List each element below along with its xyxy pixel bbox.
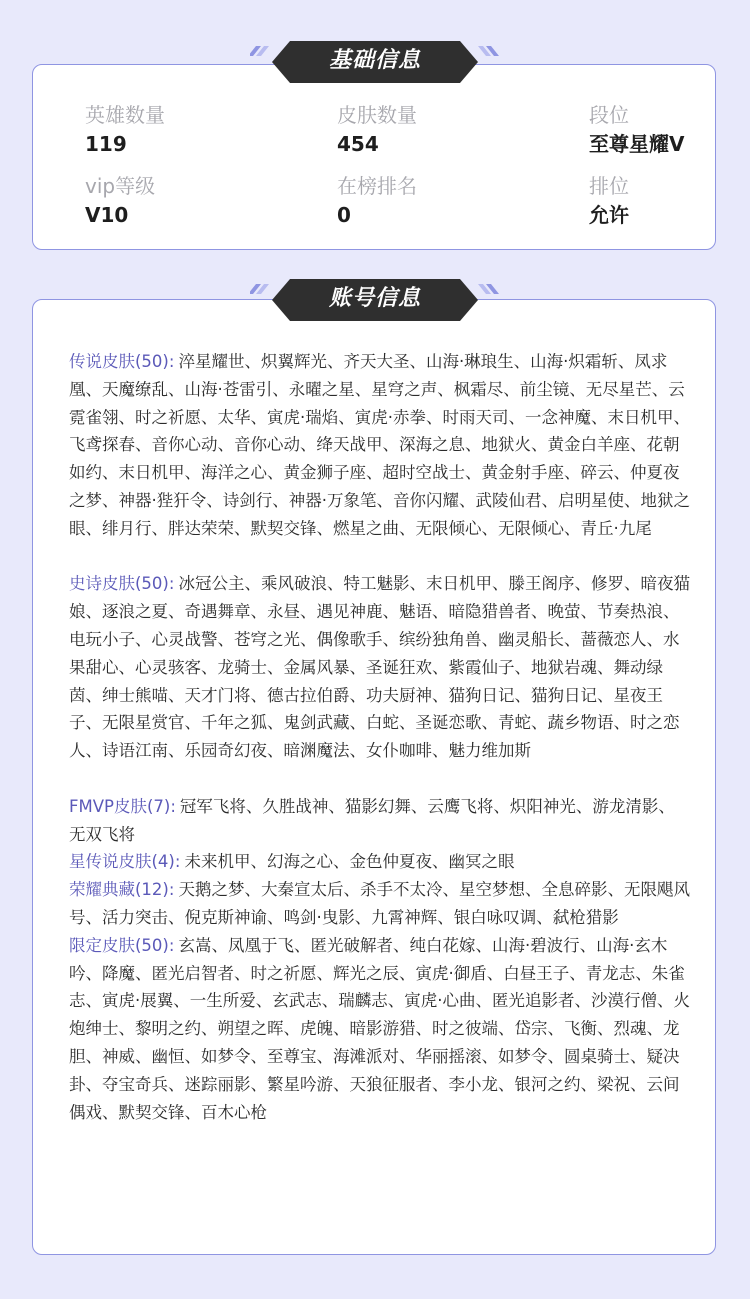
hero-count-field (85, 101, 337, 172)
ranked-allowed-field (589, 172, 729, 243)
basic-info-header-tab (250, 39, 500, 85)
vip-level-label: vip等级 (85, 174, 156, 198)
legend-skins-label: 传说皮肤(50): (69, 352, 175, 371)
limited-skins-label: 限定皮肤(50): (69, 935, 175, 955)
limited-skins-section (69, 932, 691, 1127)
star-legend-skins-section (69, 848, 691, 876)
skin-count-label: 皮肤数量 (337, 103, 417, 127)
ranked-allowed-value: 允许 (589, 203, 629, 227)
epic-skins-list: 冰冠公主、乘风破浪、特工魅影、末日机甲、滕王阁序、修罗、暗夜猫娘、逐浪之夏、奇遇舞章、永昼、遇见神鹿、魅语、暗隐猎兽者、晚萤、节奏热浪、电玩小子、心灵战警、苍穹之光、偶像歌手、缤纷独角兽、幽灵船长、蔷薇恋人、水果甜心、心灵骇客、龙骑士、金属风暴、圣诞狂欢、紫霞仙子、地狱岩魂、舞动绿茵、绅士熊喵、天才门将、德古拉伯爵、功夫厨神、猫狗日记、猫狗日记、星夜王子、无限星赏官、千年之狐、鬼剑武藏、白蛇、圣诞恋歌、青蛇、蔬乡物语、时之恋人、诗语江南、乐园奇幻夜、暗渊魔法、女仆咖啡、魅力维加斯 (69, 574, 690, 761)
leaderboard-rank-label: 在榜排名 (337, 174, 417, 198)
account-info-header-tab (250, 277, 500, 323)
glory-collection-label: 荣耀典藏(12): (69, 880, 175, 900)
rank-tier-field (589, 101, 729, 172)
skin-sections (69, 348, 691, 1126)
leaderboard-rank-field (337, 172, 589, 243)
legend-skins-section (69, 348, 691, 543)
legend-skins-list: 淬星耀世、炽翼辉光、齐天大圣、山海·琳琅生、山海·炽霜斩、凤求凰、天魔缭乱、山海·苍雷引、永曜之星、星穹之声、枫霜尽、前尘镜、无尽星芒、云霓雀翎、时之祈愿、太华、寅虎·瑞焰、寅虎·赤拳、时雨天司、一念神魔、末日机甲、飞鸢探春、音你心动、音你心动、绛天战甲、深海之息、地狱火、黄金白羊座、花朝如约、末日机甲、海洋之心、黄金狮子座、超时空战士、黄金射手座、碎云、仲夏夜之梦、神器·狴犴令、诗剑行、神器·万象笔、音你闪耀、武陵仙君、启明星使、地狱之眼、绯月行、胖达荣荣、默契交锋、燃星之曲、无限倾心、无限倾心、青丘·九尾 (69, 352, 690, 538)
epic-skins-section (69, 570, 691, 765)
fmvp-skins-list: 冠军飞将、久胜战神、猫影幻舞、云鹰飞将、炽阳神光、游龙清影、无双飞将 (69, 796, 675, 844)
star-legend-skins-list: 未来机甲、幻海之心、金色仲夏夜、幽冥之眼 (184, 852, 515, 872)
vip-level-value: V10 (85, 203, 129, 227)
fmvp-skins-label: FMVP皮肤(7): (69, 796, 176, 816)
account-info-title: 账号信息 (328, 286, 421, 311)
fmvp-skins-section (69, 793, 691, 849)
skin-count-field (337, 101, 589, 172)
section-spacer (69, 765, 691, 793)
rank-tier-value: 至尊星耀V (589, 132, 685, 156)
limited-skins-list: 玄嵩、凤凰于飞、匿光破解者、纯白花嫁、山海·碧波行、山海·玄木吟、降魔、匿光启智者、时之祈愿、辉光之辰、寅虎·御盾、白昼王子、青龙志、朱雀志、寅虎·展翼、一生所爱、玄武志、瑞麟志、寅虎·心曲、匿光追影者、沙漠行僧、火炮绅士、黎明之约、朔望之晖、虎魄、暗影游猎、时之彼端、岱宗、飞衡、烈魂、龙胆、神威、幽恒、如梦令、至尊宝、海滩派对、华丽摇滚、如梦令、圆桌骑士、疑决卦、夺宝奇兵、迷踪丽影、繁星吟游、天狼征服者、李小龙、银河之约、梁祝、云间偶戏、默契交锋、百木心枪 (69, 935, 690, 1122)
hero-count-value: 119 (85, 132, 127, 156)
ranked-allowed-label: 排位 (589, 174, 629, 198)
account-info-card (32, 299, 716, 1255)
basic-info-card (32, 64, 716, 250)
hero-count-label: 英雄数量 (85, 103, 165, 127)
vip-level-field (85, 172, 337, 243)
section-spacer (69, 543, 691, 571)
rank-tier-label: 段位 (589, 103, 629, 127)
basic-info-grid (85, 101, 695, 243)
star-legend-skins-label: 星传说皮肤(4): (69, 852, 181, 872)
leaderboard-rank-value: 0 (337, 203, 351, 227)
basic-info-title: 基础信息 (328, 48, 421, 73)
glory-collection-list: 天鹅之梦、大秦宣太后、杀手不太冷、星空梦想、全息碎影、无限飓风号、活力突击、倪克斯神谕、鸣剑·曳影、九霄神辉、银白咏叹调、弑枪猎影 (69, 880, 690, 927)
glory-collection-section (69, 876, 691, 932)
skin-count-value: 454 (337, 132, 379, 156)
epic-skins-label: 史诗皮肤(50): (69, 574, 175, 594)
